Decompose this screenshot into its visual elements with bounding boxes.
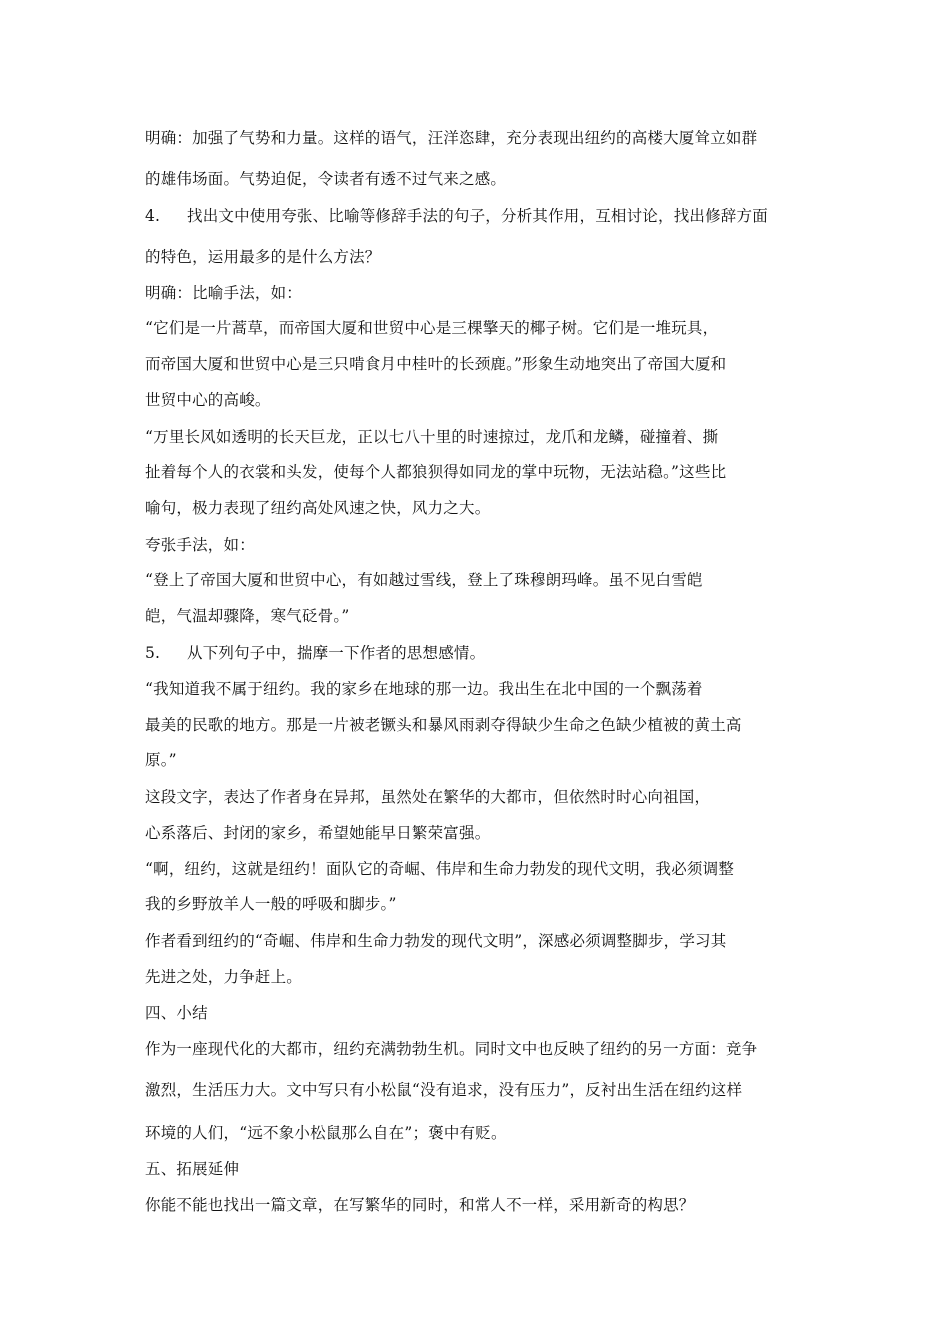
text-line: 最美的民歌的地方。那是一片被老镢头和暴风雨剥夺得缺少生命之色缺少植被的黄土高 [145, 716, 742, 734]
text-line: 世贸中心的高峻。 [145, 391, 271, 409]
text-line: 明确：比喻手法，如： [145, 284, 303, 302]
text-line: “它们是一片蒿草，而帝国大厦和世贸中心是三棵擎天的椰子树。它们是一堆玩具， [145, 319, 719, 337]
text-line: 喻句，极力表现了纽约高处风速之快，风力之大。 [145, 499, 491, 517]
text-line: 扯着每个人的衣裳和头发，使每个人都狼狈得如同龙的掌中玩物，无法站稳。”这些比 [145, 463, 727, 481]
text-line: 作为一座现代化的大都市，纽约充满勃勃生机。同时文中也反映了纽约的另一方面：竞争 [145, 1040, 758, 1058]
item-text: 找出文中使用夸张、比喻等修辞手法的句子，分析其作用，互相讨论，找出修辞方面 [187, 207, 768, 225]
text-line: 你能不能也找出一篇文章，在写繁华的同时，和常人不一样，采用新奇的构思？ [145, 1196, 695, 1214]
text-line: 先进之处，力争赶上。 [145, 968, 303, 986]
item-text: 从下列句子中，揣摩一下作者的思想感情。 [187, 644, 486, 662]
text-line: “万里长风如透明的长天巨龙，正以七八十里的时速掠过，龙爪和龙鳞，碰撞着、撕 [145, 428, 719, 446]
text-line: 作者看到纽约的“奇崛、伟岸和生命力勃发的现代文明”，深感必须调整脚步，学习其 [145, 932, 727, 950]
numbered-item [145, 206, 768, 226]
text-line: 我的乡野放羊人一般的呼吸和脚步。” [145, 895, 397, 913]
text-line: 的雄伟场面。气势迫促，令读者有透不过气来之感。 [145, 170, 507, 188]
section-heading: 四、小结 [145, 1004, 208, 1022]
text-line: 这段文字，表达了作者身在异邦，虽然处在繁华的大都市，但依然时时心向祖国， [145, 788, 711, 806]
text-line: 皑，气温却骤降，寒气砭骨。” [145, 607, 350, 625]
text-line: “登上了帝国大厦和世贸中心，有如越过雪线，登上了珠穆朗玛峰。虽不见白雪皑 [145, 571, 703, 589]
text-line: 激烈，生活压力大。文中写只有小松鼠“没有追求，没有压力”，反衬出生活在纽约这样 [145, 1081, 743, 1099]
item-number: 4. [145, 207, 161, 225]
text-line: 心系落后、封闭的家乡，希望她能早日繁荣富强。 [145, 824, 491, 842]
text-line: 原。” [145, 751, 177, 769]
numbered-item [145, 643, 485, 663]
text-line: 而帝国大厦和世贸中心是三只啃食月中桂叶的长颈鹿。”形象生动地突出了帝国大厦和 [145, 355, 727, 373]
text-line: “啊，纽约，这就是纽约！面队它的奇崛、伟岸和生命力勃发的现代文明，我必须调整 [145, 860, 735, 878]
text-line: “我知道我不属于纽约。我的家乡在地球的那一边。我出生在北中国的一个飘荡着 [145, 680, 703, 698]
text-line: 明确：加强了气势和力量。这样的语气，汪洋恣肆，充分表现出纽约的高楼大厦耸立如群 [145, 129, 758, 147]
item-number: 5. [145, 644, 161, 662]
text-line: 夸张手法，如： [145, 536, 255, 554]
text-line: 的特色，运用最多的是什么方法？ [145, 248, 381, 266]
section-heading: 五、拓展延伸 [145, 1160, 240, 1178]
text-line: 环境的人们，“远不象小松鼠那么自在”；褒中有贬。 [145, 1124, 507, 1142]
